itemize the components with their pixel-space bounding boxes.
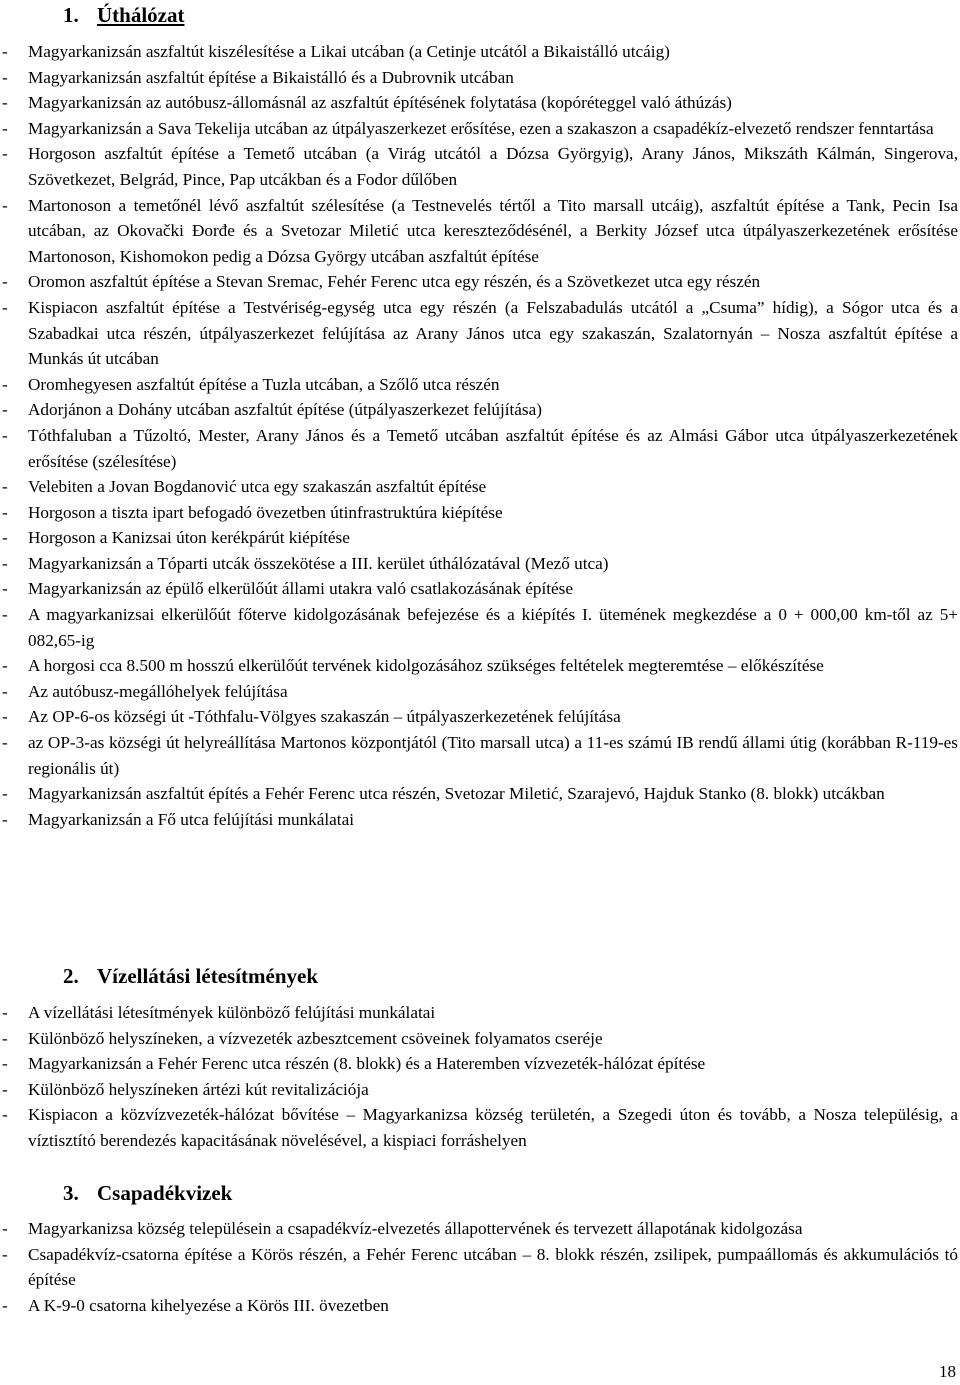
list-item: - Oromhegyesen aszfaltút építése a Tuzla utcában, a Szőlő utca részén	[0, 372, 960, 398]
list-item: - Magyarkanizsa község településein a csapadékvíz-elvezetés állapottervének és tervezett állapotának kidolgozása	[0, 1216, 960, 1242]
list-item: - Az autóbusz-megállóhelyek felújítása	[0, 679, 960, 705]
section-heading-2	[63, 963, 318, 989]
list-item: - Velebiten a Jovan Bogdanović utca egy szakaszán aszfaltút építése	[0, 474, 960, 500]
list-item: - Magyarkanizsán az autóbusz-állomásnál az aszfaltút építésének folytatása (kopóréteggel való áthúzás)	[0, 90, 960, 116]
list-item: - A magyarkanizsai elkerülőút főterve kidolgozásának befejezése és a kiépítés I. ütemének megkezdése a 0 + 000,00 km-től az 5+ 082,65-ig	[0, 602, 960, 653]
list-item: - Magyarkanizsán a Fő utca felújítási munkálatai	[0, 807, 960, 833]
section-number: 3.	[63, 1181, 79, 1205]
list-item: - Különböző helyszíneken, a vízvezeték azbesztcement csöveinek folyamatos cseréje	[0, 1026, 960, 1052]
list-item: - Magyarkanizsán aszfaltút építés a Fehér Ferenc utca részén, Svetozar Miletić, Szarajevó, Hajduk Stanko (8. blokk) utcákban	[0, 781, 960, 807]
list-item: - az OP-3-as községi út helyreállítása Martonos központjától (Tito marsall utca) a 11-es számú IB rendű állami útig (korábban R-119-es regionális út)	[0, 730, 960, 781]
list-item: - A horgosi cca 8.500 m hosszú elkerülőút tervének kidolgozásához szükséges feltételek megteremtése – előkészítése	[0, 653, 960, 679]
list-item: - Martonoson a temetőnél lévő aszfaltút szélesítése (a Testnevelés tértől a Tito marsall utcáig), aszfaltút építése a Tank, Pecin Isa utcában, az Okovački Đorđe és a Svetozar Miletić utca kereszteződésénél, a Berkity József utca útpályaszerkezetének erősítése Martonoson, Kishomokon pedig a Dózsa György utcában aszfaltút építése	[0, 193, 960, 270]
section-number: 2.	[63, 964, 79, 988]
list-item: - Magyarkanizsán aszfaltút építése a Bikaistálló és a Dubrovnik utcában	[0, 65, 960, 91]
list-item: - Magyarkanizsán a Sava Tekelija utcában az útpályaszerkezet erősítése, ezen a szakaszon a csapadékíz-elvezető rendszer fenntartása	[0, 116, 960, 142]
section-title: Vízellátási létesítmények	[97, 964, 319, 988]
list-item: - Magyarkanizsán aszfaltút kiszélesítése a Likai utcában (a Cetinje utcától a Bikaistálló utcáig)	[0, 39, 960, 65]
list-item: - Horgoson aszfaltút építése a Temető utcában (a Virág utcától a Dózsa Györgyig), Arany János, Mikszáth Kálmán, Singerova, Szövetkezet, Belgrád, Pince, Pap utcákban és a Fodor dűlőben	[0, 141, 960, 192]
list-item: - Magyarkanizsán az épülő elkerülőút állami utakra való csatlakozásának építése	[0, 576, 960, 602]
page-number: 18	[939, 1362, 956, 1381]
section-heading-3	[63, 1180, 232, 1206]
list-item: - Kispiacon a közvízvezeték-hálózat bővítése – Magyarkanizsa község területén, a Szegedi úton és tovább, a Nosza településig, a víztisztító berendezés kapacitásának növelésével, a kispiaci forráshelyen	[0, 1102, 960, 1153]
section-title: Úthálózat	[97, 3, 185, 27]
section-3-list	[0, 1216, 960, 1318]
list-item: - Csapadékvíz-csatorna építése a Körös részén, a Fehér Ferenc utcában – 8. blokk részén, zsilipek, pumpaállomás és akkumulációs tó építése	[0, 1242, 960, 1293]
section-2-list	[0, 1000, 960, 1154]
list-item: - Horgoson a tiszta ipart befogadó övezetben útinfrastruktúra kiépítése	[0, 500, 960, 526]
list-item: - Tóthfaluban a Tűzoltó, Mester, Arany János és a Temető utcában aszfaltút építése és az Almási Gábor utca útpályaszerkezetének erősítése (szélesítése)	[0, 423, 960, 474]
list-item: - Kispiacon aszfaltút építése a Testvériség-egység utca egy részén (a Felszabadulás utcától a „Csuma” hídig), a Sógor utca és a Szabadkai utca részén, útpályaszerkezet felújítása az Arany János utca egy szakaszán, Szalatornyán – Nosza aszfaltút építése a Munkás út utcában	[0, 295, 960, 372]
list-item: - A K-9-0 csatorna kihelyezése a Körös III. övezetben	[0, 1293, 960, 1319]
section-1-list	[0, 39, 960, 832]
list-item: - Különböző helyszíneken ártézi kút revitalizációja	[0, 1077, 960, 1103]
list-item: - Horgoson a Kanizsai úton kerékpárút kiépítése	[0, 525, 960, 551]
list-item: - Magyarkanizsán a Tóparti utcák összekötése a III. kerület úthálózatával (Mező utca)	[0, 551, 960, 577]
section-number: 1.	[63, 3, 79, 27]
section-heading-1	[63, 2, 185, 28]
section-title: Csapadékvizek	[97, 1181, 233, 1205]
list-item: - Adorjánon a Dohány utcában aszfaltút építése (útpályaszerkezet felújítása)	[0, 397, 960, 423]
list-item: - Az OP-6-os községi út -Tóthfalu-Völgyes szakaszán – útpályaszerkezetének felújítása	[0, 704, 960, 730]
list-item: - A vízellátási létesítmények különböző felújítási munkálatai	[0, 1000, 960, 1026]
list-item: - Magyarkanizsán a Fehér Ferenc utca részén (8. blokk) és a Hateremben vízvezeték-hálózat építése	[0, 1051, 960, 1077]
list-item: - Oromon aszfaltút építése a Stevan Sremac, Fehér Ferenc utca egy részén, és a Szövetkezet utca egy részén	[0, 269, 960, 295]
